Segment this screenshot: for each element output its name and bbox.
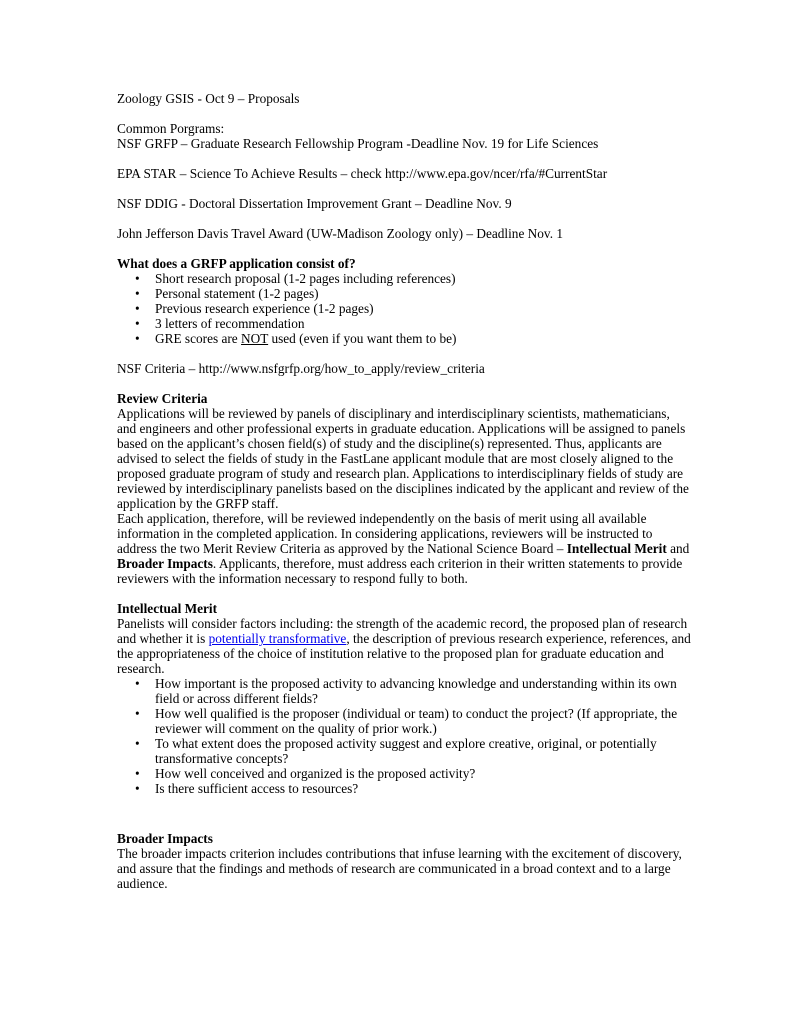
bullet-item-conceived: • How well conceived and organized is the proposed activity?: [155, 766, 692, 781]
im-para-post: , the description of previous research experience, references, and the appropriateness of the choice of institution relative to the proposed plan for graduate education and research.: [117, 631, 691, 676]
review-criteria-paragraph-1: Applications will be reviewed by panels of disciplinary and interdisciplinary scientists, mathematicians, and engineers and other professional experts in graduate education. Applications will be assigned to panels based on the applicant’s chosen field(s) of study and the discipline(s) represented. Thus, applicants are advised to select the fields of study in the FastLane applicant module that are most closely aligned to the proposed graduate program of study and research plan. Applications to interdisciplinary fields of study are reviewed by interdisciplinary panelists based on the disciplines indicated by the applicant and review of the application by the GRFP staff.: [117, 406, 689, 511]
intellectual-merit-paragraph: [117, 616, 692, 676]
bullet-item-experience: • Previous research experience (1-2 pages): [155, 301, 692, 316]
program-line-epa-star: EPA STAR – Science To Achieve Results – check http://www.epa.gov/ncer/rfa/#CurrentStar: [117, 166, 608, 181]
broader-impacts-heading: Broader Impacts: [117, 831, 213, 846]
bullet-item-resources: • Is there sufficient access to resources?: [155, 781, 692, 796]
bullet-item-creative: • To what extent does the proposed activity suggest and explore creative, original, or potentially transformative concepts?: [155, 736, 692, 766]
broader-impacts-inline-bold: Broader Impacts: [117, 556, 213, 571]
nsf-criteria-line: NSF Criteria – http://www.nsfgrfp.org/how_to_apply/review_criteria: [117, 361, 485, 376]
intellectual-merit-inline-bold: Intellectual Merit: [566, 541, 667, 556]
intellectual-merit-bullet-list: [117, 676, 692, 796]
broader-impacts-paragraph: The broader impacts criterion includes contributions that infuse learning with the excitement of discovery, and assure that the findings and methods of research are communicated in a broad context and to a large audience.: [117, 846, 682, 891]
bullet-item-importance: • How important is the proposed activity to advancing knowledge and understanding within its own field or across different fields?: [155, 676, 692, 706]
document-content: [117, 91, 692, 891]
review-criteria-p2-post: . Applicants, therefore, must address each criterion in their written statements to provide reviewers with the information necessary to respond fully to both.: [117, 556, 683, 586]
bullet-item-proposal: • Short research proposal (1-2 pages including references): [155, 271, 692, 286]
grfp-application-bullet-list: [117, 271, 692, 346]
programs-heading: Common Porgrams:: [117, 121, 225, 136]
bullet-item-statement: • Personal statement (1-2 pages): [155, 286, 692, 301]
review-criteria-p2-mid: and: [666, 541, 690, 556]
review-criteria-heading: Review Criteria: [117, 391, 208, 406]
program-line-davis-award: John Jefferson Davis Travel Award (UW-Madison Zoology only) – Deadline Nov. 1: [117, 226, 564, 241]
doc-title: Zoology GSIS - Oct 9 – Proposals: [117, 91, 300, 106]
program-line-nsf-ddig: NSF DDIG - Doctoral Dissertation Improvement Grant – Deadline Nov. 9: [117, 196, 512, 211]
bullet-item-gre: [155, 331, 692, 346]
gre-text-pre: GRE scores are: [155, 331, 242, 346]
gre-text-underlined: NOT: [241, 331, 269, 346]
intellectual-merit-heading: Intellectual Merit: [117, 601, 218, 616]
review-criteria-p2-pre: Each application, therefore, will be reviewed independently on the basis of merit using all available information in the completed application. In considering applications, reviewers will be instructed to address the two Merit Review Criteria as approved by the National Science Board –: [117, 511, 653, 556]
review-criteria-paragraph-2: [117, 511, 692, 586]
bullet-item-letters: • 3 letters of recommendation: [155, 316, 692, 331]
grfp-application-heading: What does a GRFP application consist of?: [117, 256, 356, 271]
program-line-nsf-grfp: NSF GRFP – Graduate Research Fellowship Program -Deadline Nov. 19 for Life Sciences: [117, 136, 599, 151]
gre-text-post: used (even if you want them to be): [268, 331, 457, 346]
im-para-pre: Panelists will consider factors including: the strength of the academic record, the proposed plan of research and whether it is: [117, 616, 688, 646]
potentially-transformative-link[interactable]: potentially transformative: [208, 631, 347, 646]
bullet-item-qualified: • How well qualified is the proposer (individual or team) to conduct the project? (If appropriate, the reviewer will comment on the quality of prior work.): [155, 706, 692, 736]
